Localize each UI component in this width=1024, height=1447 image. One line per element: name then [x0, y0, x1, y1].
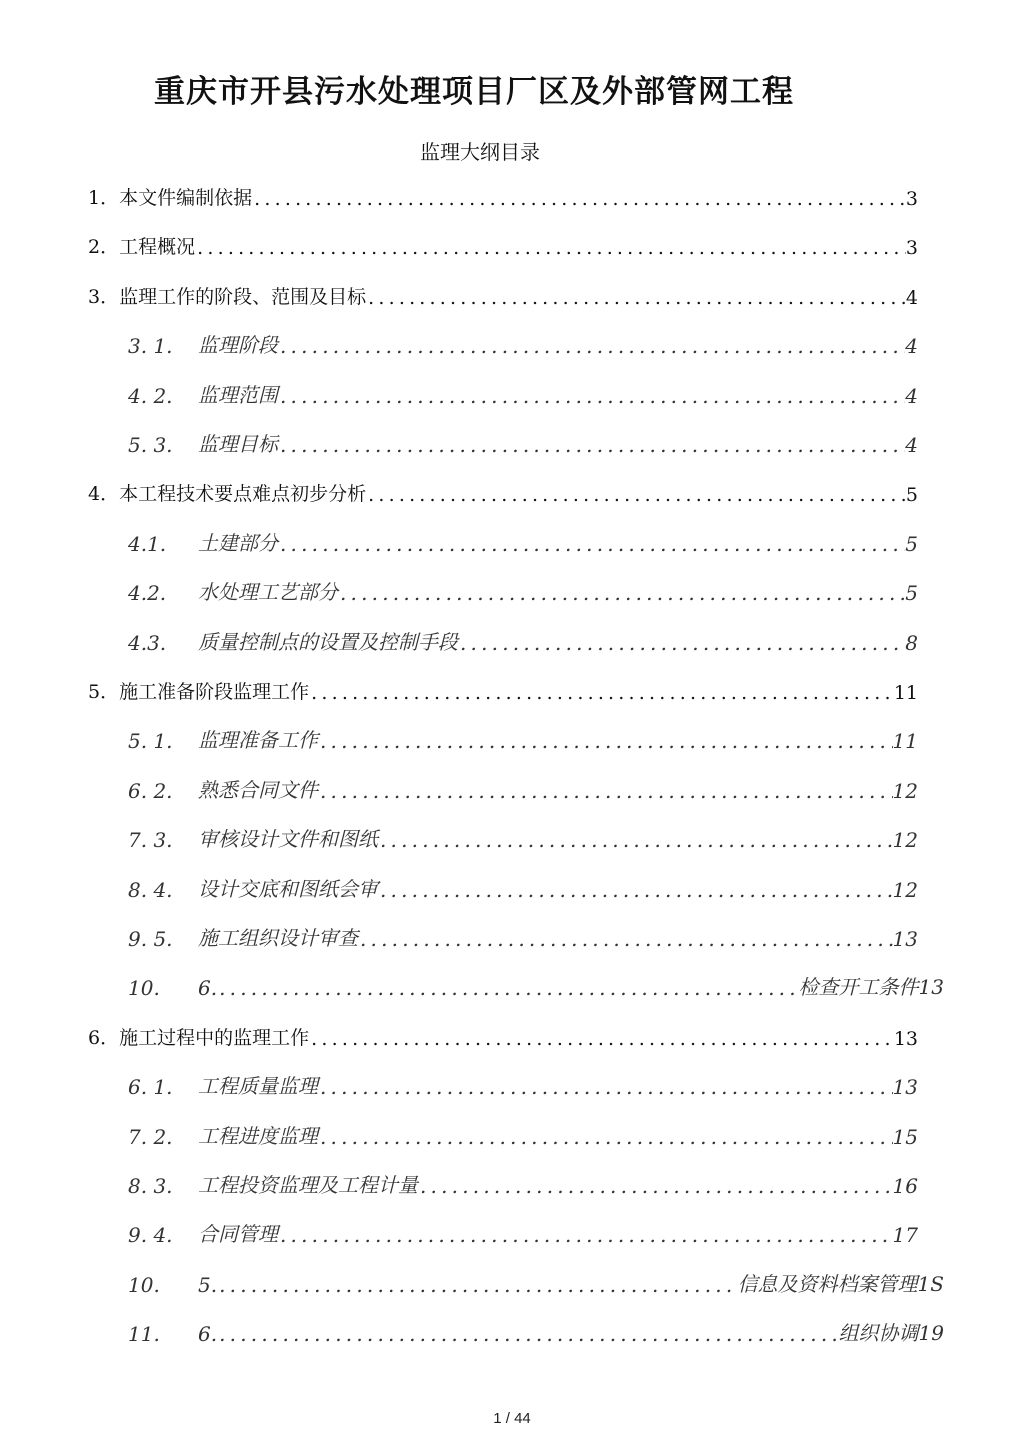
toc-heading: 监理大纲目录	[420, 140, 540, 164]
toc-leader-dots	[318, 1125, 893, 1149]
toc-entry-title: 熟悉合同文件	[198, 778, 318, 802]
toc-entry-title: 本工程技术要点难点初步分析	[119, 483, 367, 505]
toc-entry-title: 工程投资监理及工程计量	[198, 1173, 418, 1197]
toc-entry-number: 8. 4.	[128, 878, 173, 902]
toc-entry[interactable]	[128, 427, 918, 457]
toc-entry-number: 3．	[88, 286, 120, 308]
toc-entry-title: 施工组织设计审查	[198, 926, 358, 950]
toc-entry-page: 15	[892, 1125, 918, 1149]
toc-entry[interactable]	[128, 1267, 944, 1297]
toc-leader-dots	[252, 188, 906, 210]
toc-entry-number: 1．	[88, 187, 120, 209]
toc-leader-dots	[278, 384, 905, 408]
toc-leader-dots	[278, 334, 905, 358]
toc-leader-dots	[278, 1223, 893, 1247]
toc-entry-title: 6.	[198, 976, 218, 1000]
toc-entry-title: 合同管理	[198, 1222, 278, 1246]
toc-entry-title: 施工准备阶段监理工作	[119, 681, 310, 703]
toc-entry-title: 设计交底和图纸会审	[198, 877, 378, 901]
toc-leader-dots	[318, 729, 893, 753]
toc-entry-page: 信息及资料档案管理1S	[737, 1272, 944, 1296]
toc-leader-dots	[338, 581, 905, 605]
toc-entry-title: 施工过程中的监理工作	[119, 1027, 310, 1049]
toc-entry-number: 7. 3.	[128, 828, 173, 852]
toc-leader-dots	[309, 682, 894, 704]
toc-entry-title: 监理目标	[198, 432, 278, 456]
toc-entry[interactable]	[128, 575, 918, 605]
toc-entry[interactable]	[88, 229, 918, 259]
toc-entry-number: 6. 1.	[128, 1075, 173, 1099]
toc-entry-page: 4	[905, 334, 918, 358]
toc-entry-page: 17	[892, 1223, 918, 1247]
toc-leader-dots	[358, 927, 893, 951]
toc-entry-title: 本文件编制依据	[119, 187, 253, 209]
toc-entry-page: 4	[905, 384, 918, 408]
toc-entry-number: 9. 4.	[128, 1223, 173, 1247]
toc-entry[interactable]	[128, 1069, 918, 1099]
toc-entry-page: 5	[905, 532, 918, 556]
toc-entry-title: 监理范围	[198, 383, 278, 407]
toc-entry-number: 4. 2.	[128, 384, 173, 408]
toc-leader-dots	[309, 1028, 894, 1050]
toc-entry-page: 3	[905, 237, 918, 259]
toc-entry[interactable]	[128, 970, 944, 1000]
toc-entry-number: 10.	[128, 976, 160, 1000]
toc-leader-dots	[366, 287, 906, 309]
toc-entry[interactable]	[88, 279, 918, 309]
toc-entry[interactable]	[88, 1020, 918, 1050]
toc-entry[interactable]	[128, 1168, 918, 1198]
toc-entry[interactable]	[88, 674, 918, 704]
toc-leader-dots	[318, 1075, 893, 1099]
toc-entry-page: 13	[892, 1075, 918, 1099]
toc-entry-title: 工程概况	[119, 236, 196, 258]
toc-leader-dots	[217, 976, 798, 1000]
toc-entry-title: 监理准备工作	[198, 728, 318, 752]
toc-entry-number: 7. 2.	[128, 1125, 173, 1149]
toc-entry-number: 2．	[88, 236, 120, 258]
toc-entry-page: 3	[905, 188, 918, 210]
toc-entry[interactable]	[128, 526, 918, 556]
toc-entry-number: 4.2.	[128, 581, 167, 605]
toc-entry-number: 9. 5.	[128, 927, 173, 951]
toc-entry[interactable]	[128, 625, 918, 655]
toc-entry-number: 11.	[128, 1322, 160, 1346]
toc-entry-number: 4．	[88, 483, 120, 505]
toc-entry-title: 监理阶段	[198, 333, 278, 357]
toc-entry[interactable]	[128, 1217, 918, 1247]
toc-entry[interactable]	[88, 476, 918, 506]
toc-entry[interactable]	[88, 180, 918, 210]
toc-entry[interactable]	[128, 872, 918, 902]
toc-leader-dots	[278, 532, 905, 556]
toc-leader-dots	[378, 878, 893, 902]
toc-entry-title: 5.	[198, 1273, 218, 1297]
toc-entry-page: 检查开工条件13	[798, 975, 944, 999]
toc-entry-page: 12	[892, 878, 918, 902]
document-title: 重庆市开县污水处理项目厂区及外部管网工程	[154, 74, 794, 110]
toc-entry-number: 5. 1.	[128, 729, 173, 753]
toc-leader-dots	[366, 484, 906, 506]
toc-entry[interactable]	[128, 921, 918, 951]
toc-entry-page: 12	[892, 779, 918, 803]
toc-entry-title: 工程质量监理	[198, 1074, 318, 1098]
toc-entry-page: 13	[892, 927, 918, 951]
toc-leader-dots	[318, 779, 893, 803]
page-indicator: 1 / 44	[493, 1410, 531, 1427]
toc-entry-title: 监理工作的阶段、范围及目标	[119, 286, 367, 308]
toc-entry-page: 5	[905, 581, 918, 605]
toc-leader-dots	[458, 631, 905, 655]
toc-entry-number: 6．	[88, 1027, 120, 1049]
toc-entry[interactable]	[128, 723, 918, 753]
toc-entry[interactable]	[128, 773, 918, 803]
toc-entry[interactable]	[128, 378, 918, 408]
toc-leader-dots	[278, 433, 905, 457]
toc-entry-page: 13	[893, 1028, 918, 1050]
toc-entry-number: 5．	[88, 681, 120, 703]
toc-entry[interactable]	[128, 822, 918, 852]
toc-entry-number: 6. 2.	[128, 779, 173, 803]
toc-entry-page: 11	[893, 682, 918, 704]
toc-entry[interactable]	[128, 1316, 944, 1346]
toc-entry-number: 4.3.	[128, 631, 167, 655]
toc-entry-number: 3. 1.	[128, 334, 173, 358]
toc-entry-title: 6.	[198, 1322, 218, 1346]
toc-entry[interactable]	[128, 1119, 918, 1149]
toc-entry-title: 水处理工艺部分	[198, 580, 338, 604]
toc-entry-page: 11	[892, 729, 918, 753]
toc-entry-page: 8	[905, 631, 918, 655]
toc-entry-title: 工程进度监理	[198, 1124, 318, 1148]
toc-entry-page: 16	[892, 1174, 918, 1198]
toc-leader-dots	[195, 237, 906, 259]
toc-entry-page: 4	[905, 287, 918, 309]
toc-leader-dots	[378, 828, 893, 852]
toc-entry-number: 10.	[128, 1273, 160, 1297]
toc-entry[interactable]	[128, 328, 918, 358]
toc-entry-title: 土建部分	[198, 531, 278, 555]
toc-entry-number: 5. 3.	[128, 433, 173, 457]
toc-entry-title: 审核设计文件和图纸	[198, 827, 378, 851]
toc-entry-page: 4	[905, 433, 918, 457]
toc-leader-dots	[418, 1174, 893, 1198]
toc-entry-number: 8. 3.	[128, 1174, 173, 1198]
toc-leader-dots	[217, 1322, 838, 1346]
toc-entry-page: 5	[905, 484, 918, 506]
toc-entry-number: 4.1.	[128, 532, 167, 556]
toc-leader-dots	[217, 1273, 737, 1297]
toc-entry-title: 质量控制点的设置及控制手段	[198, 630, 458, 654]
toc-entry-page: 12	[892, 828, 918, 852]
toc-entry-page: 组织协调19	[838, 1321, 944, 1345]
